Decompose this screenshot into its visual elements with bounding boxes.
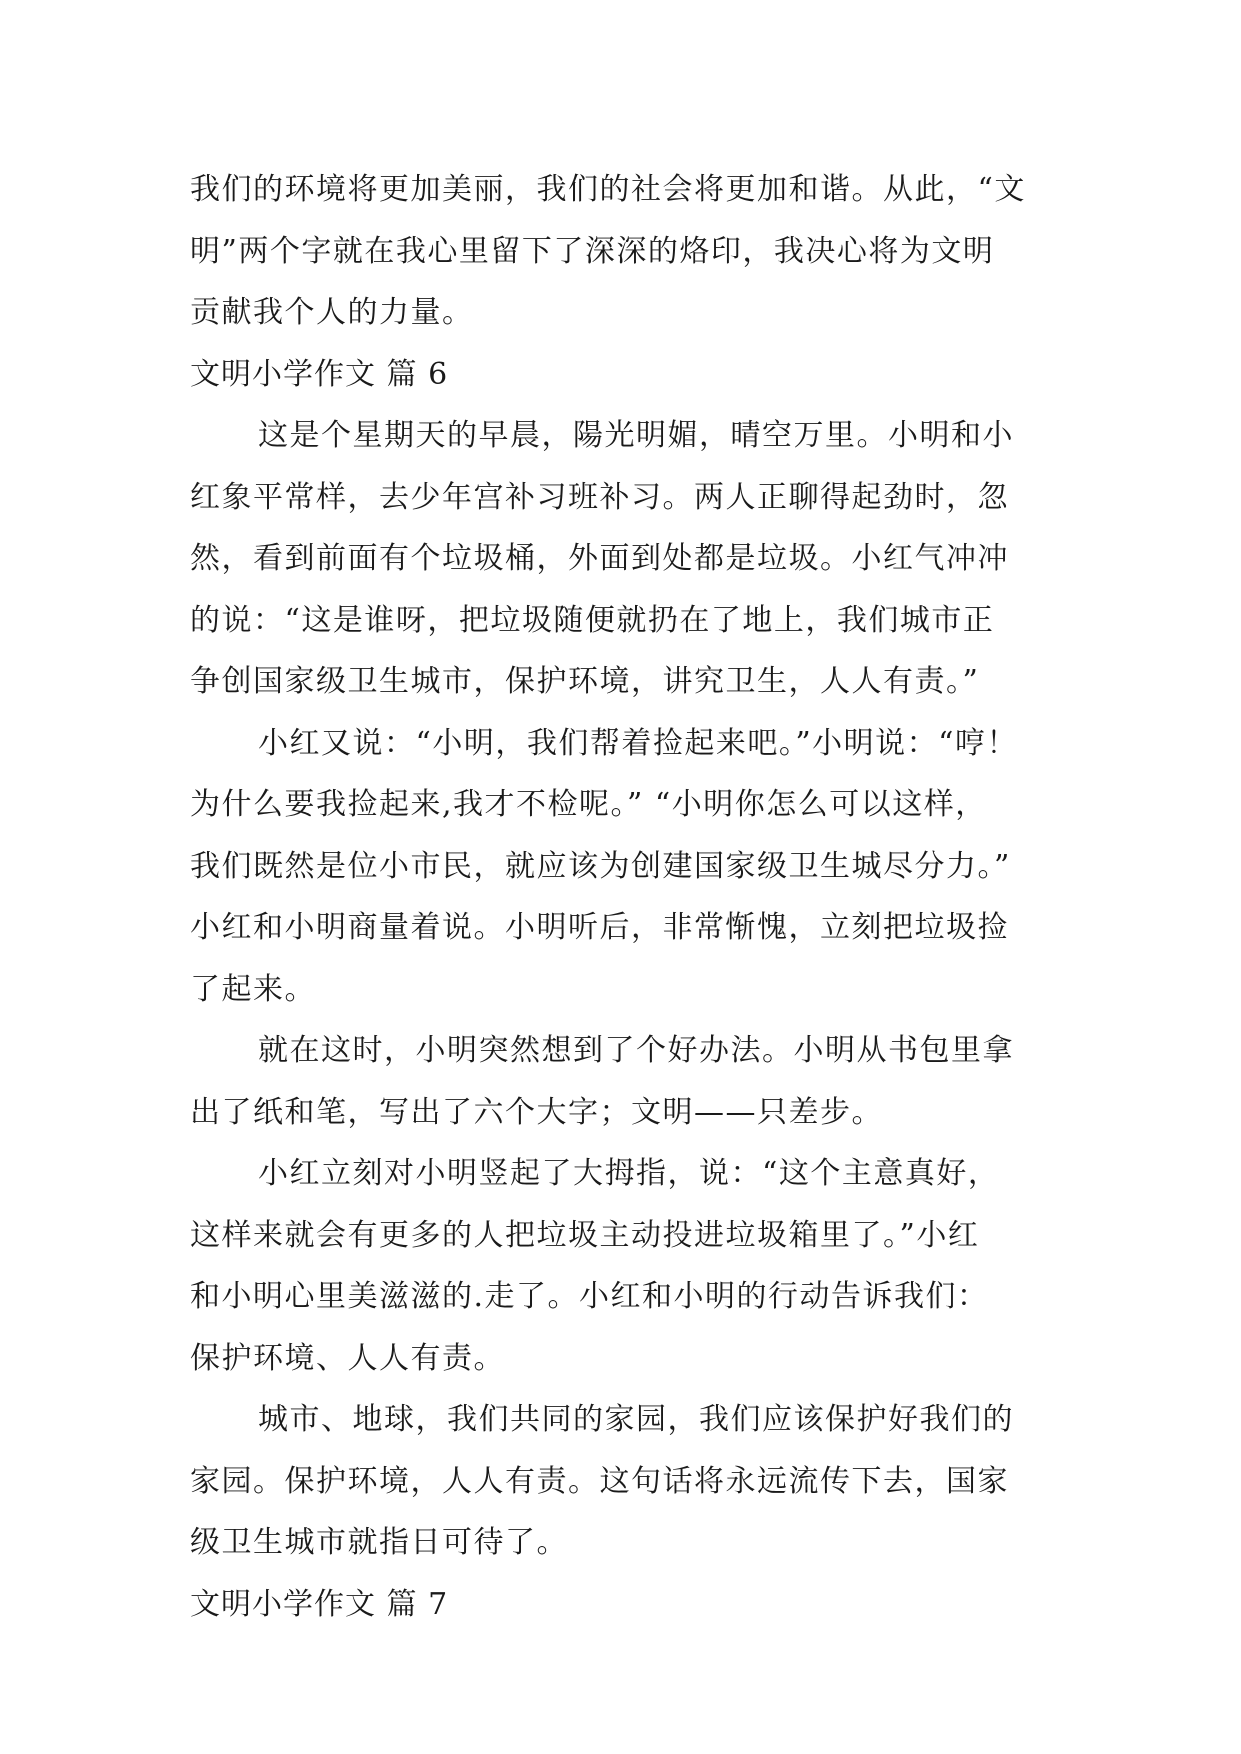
text-line: 然，看到前面有个垃圾桶，外面到处都是垃圾。小红气冲冲	[190, 541, 1009, 576]
text-line: 级卫生城市就指日可待了。	[190, 1525, 568, 1560]
text-line: 明”两个字就在我心里留下了深深的烙印，我决心将为文明	[190, 233, 995, 269]
text-line: 小红和小明商量着说。小明听后，非常惭愧，立刻把垃圾捡	[190, 910, 1009, 945]
text-line: 的说：“这是谁呀，把垃圾随便就扔在了地上，我们城市正	[190, 602, 995, 638]
text-line: 这样来就会有更多的人把垃圾主动投进垃圾箱里了。”小红	[190, 1217, 980, 1253]
paragraph-first-line: 城市、地球，我们共同的家园，我们应该保护好我们的	[258, 1402, 1014, 1437]
text-line: 了起来。	[190, 971, 316, 1007]
text-line: 和小明心里美滋滋的.走了。小红和小明的行动告诉我们：	[190, 1279, 989, 1314]
section-heading-7: 文明小学作文 篇 7	[190, 1586, 449, 1622]
text-line: 我们既然是位小市民，就应该为创建国家级卫生城尽分力。”	[190, 848, 1011, 884]
text-line: 我们的环境将更加美丽，我们的社会将更加和谐。从此，“文	[190, 172, 1026, 207]
text-line: 为什么要我捡起来,我才不检呢。” “小明你怎么可以这样，	[190, 787, 987, 822]
text-line: 贡献我个人的力量。	[190, 295, 474, 330]
paragraph-first-line: 小红又说：“小明，我们帮着捡起来吧。”小明说：“哼！	[258, 725, 1019, 761]
document-body	[190, 159, 1050, 1635]
text-line: 争创国家级卫生城市，保护环境，讲究卫生，人人有责。”	[190, 664, 980, 699]
text-line: 红象平常样，去少年宫补习班补习。两人正聊得起劲时，忽	[190, 479, 1009, 515]
section-heading-6: 文明小学作文 篇 6	[190, 356, 449, 392]
paragraph-first-line: 这是个星期天的早晨，陽光明媚，晴空万里。小明和小	[258, 418, 1014, 453]
text-line: 出了纸和笔，写出了六个大字；文明——只差步。	[190, 1094, 883, 1130]
text-line: 家园。保护环境，人人有责。这句话将永远流传下去，国家	[190, 1463, 1009, 1499]
paragraph-first-line: 小红立刻对小明竖起了大拇指，说：“这个主意真好，	[258, 1156, 1000, 1191]
paragraph-first-line: 就在这时，小明突然想到了个好办法。小明从书包里拿	[258, 1033, 1014, 1068]
text-line: 保护环境、人人有责。	[190, 1340, 505, 1376]
